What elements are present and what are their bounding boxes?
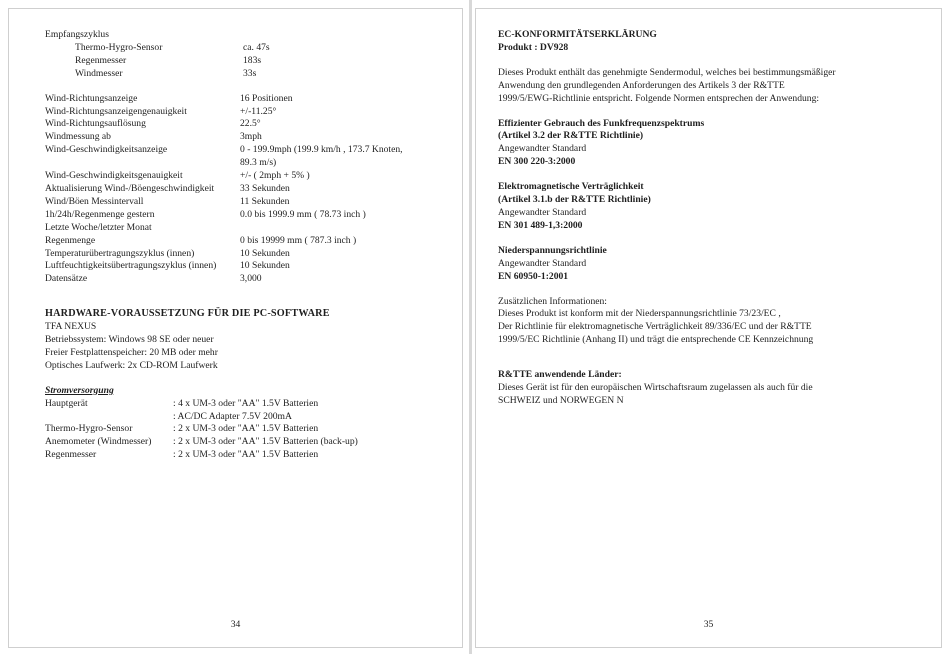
- spacer: [45, 81, 455, 93]
- row-label: Thermo-Hygro-Sensor: [75, 41, 163, 53]
- row-label: Thermo-Hygro-Sensor: [45, 423, 133, 435]
- left-page-content: [45, 29, 455, 462]
- spacer: [45, 373, 455, 385]
- row-label: Wind-Richtungsanzeige: [45, 92, 138, 104]
- table-row: [45, 68, 455, 81]
- row-label: Wind-Richtungsauflösung: [45, 118, 146, 130]
- row-value: : 2 x UM-3 oder "AA" 1.5V Batterien: [173, 423, 319, 435]
- table-row: [45, 260, 455, 273]
- left-page: [8, 8, 463, 648]
- additional-line: Zusätzlichen Informationen:: [498, 295, 607, 307]
- row-value: 89.3 m/s): [240, 157, 277, 169]
- row-label: Windmesser: [75, 67, 123, 79]
- power-heading: Stromversorgung: [45, 384, 114, 396]
- table-row: [45, 42, 455, 55]
- row-label: Regenmenge: [45, 234, 96, 246]
- table-row: [45, 183, 455, 196]
- table-row: [45, 411, 455, 424]
- cycle-table: [45, 42, 455, 81]
- row-value: : 4 x UM-3 oder "AA" 1.5V Batterien: [173, 397, 319, 409]
- row-label: Temperaturübertragungszyklus (innen): [45, 247, 195, 259]
- row-value: 3,000: [240, 273, 262, 285]
- countries-line: SCHWEIZ und NORWEGEN N: [498, 394, 624, 406]
- row-label: Wind-Richtungsanzeigengenauigkeit: [45, 105, 187, 117]
- row-value: +/-11.25°: [240, 105, 277, 117]
- row-value: 33 Sekunden: [240, 182, 290, 194]
- page-number: 35: [703, 619, 714, 630]
- row-label: Anemometer (Windmesser): [45, 436, 152, 448]
- row-value: 33s: [243, 67, 257, 79]
- row-label: Regenmesser: [45, 449, 97, 461]
- table-row: [45, 423, 455, 436]
- spacer: [498, 347, 918, 369]
- emc-standard: EN 301 489-1,3:2000: [498, 219, 583, 231]
- emc-title: Elektromagnetische Verträglichkeit: [498, 181, 644, 193]
- table-row: [45, 196, 455, 209]
- row-value: 0 - 199.9mph (199.9 km/h , 173.7 Knoten,: [240, 144, 403, 156]
- table-row: [45, 93, 455, 106]
- page-number: 34: [230, 619, 241, 630]
- table-row: [45, 157, 455, 170]
- additional-line: 1999/5/EC Richtlinie (Anhang II) und trägt die entsprechende CE Kennzeichnung: [498, 334, 814, 346]
- row-label: Wind-Geschwindigkeitsgenauigkeit: [45, 170, 183, 182]
- row-value: [240, 222, 455, 235]
- table-row: [45, 248, 455, 261]
- row-value: 183s: [243, 54, 262, 66]
- row-label: Luftfeuchtigkeitsübertragungszyklus (innen): [45, 260, 217, 272]
- row-value: 11 Sekunden: [240, 195, 290, 207]
- table-row: [45, 144, 455, 157]
- spectrum-applied: Angewandter Standard: [498, 143, 587, 155]
- row-value: ca. 47s: [243, 41, 270, 53]
- countries-title: R&TTE anwendende Länder:: [498, 369, 622, 381]
- row-label: Letzte Woche/letzter Monat: [45, 221, 152, 233]
- spectrum-title: Effizienter Gebrauch des Funkfrequenzspektrums: [498, 117, 705, 129]
- row-label: Datensätze: [45, 273, 88, 285]
- intro-line: 1999/5/EWG-Richtlinie entspricht. Folgende Normen entsprechen der Anwendung:: [498, 92, 820, 104]
- hardware-line: Freier Festplattenspeicher: 20 MB oder mehr: [45, 346, 218, 358]
- spacer: [498, 106, 918, 118]
- cycle-heading: Empfangszyklus: [45, 29, 109, 40]
- wind-spec-table: [45, 93, 455, 287]
- countries-line: Dieses Gerät ist für den europäischen Wirtschaftsraum zugelassen als auch für die: [498, 382, 813, 394]
- spectrum-article: (Artikel 3.2 der R&TTE Richtlinie): [498, 130, 644, 142]
- row-value: 10 Sekunden: [240, 260, 290, 272]
- emc-article: (Artikel 3.1.b der R&TTE Richtlinie): [498, 194, 651, 206]
- ec-heading: EC-KONFORMITÄTSERKLÄRUNG: [498, 29, 657, 40]
- row-value: : 2 x UM-3 oder "AA" 1.5V Batterien: [173, 449, 319, 461]
- table-row: [45, 398, 455, 411]
- spacer: [45, 286, 455, 308]
- lv-applied: Angewandter Standard: [498, 257, 587, 269]
- table-row: [45, 209, 455, 222]
- spacer: [498, 55, 918, 67]
- spacer: [498, 169, 918, 181]
- row-value: 10 Sekunden: [240, 247, 290, 259]
- product-line: Produkt : DV928: [498, 41, 569, 53]
- row-label: Hauptgerät: [45, 397, 88, 409]
- spectrum-standard: EN 300 220-3:2000: [498, 156, 576, 168]
- hardware-line: Optisches Laufwerk: 2x CD-ROM Laufwerk: [45, 359, 218, 371]
- book-gutter: [469, 0, 472, 654]
- table-row: [45, 273, 455, 286]
- intro-line: Dieses Produkt enthält das genehmigte Sendermodul, welches bei bestimmungsmäßiger: [498, 66, 836, 78]
- row-label: Aktualisierung Wind-/Böengeschwindigkeit: [45, 182, 215, 194]
- row-label: [45, 411, 173, 424]
- table-row: [45, 235, 455, 248]
- table-row: [45, 449, 455, 462]
- intro-line: Anwendung den grundlegenden Anforderungen des Artikels 3 der R&TTE: [498, 79, 785, 91]
- row-value: +/- ( 2mph + 5% ): [240, 170, 310, 182]
- spacer: [498, 284, 918, 296]
- table-row: [45, 170, 455, 183]
- spacer: [498, 233, 918, 245]
- table-row: [45, 55, 455, 68]
- table-row: [45, 118, 455, 131]
- table-row: [45, 436, 455, 449]
- table-row: [45, 106, 455, 119]
- hardware-line: TFA NEXUS: [45, 321, 97, 333]
- row-value: : 2 x UM-3 oder "AA" 1.5V Batterien (back-up): [173, 436, 358, 448]
- row-value: 0.0 bis 1999.9 mm ( 78.73 inch ): [240, 208, 366, 220]
- row-label: Wind/Böen Messintervall: [45, 195, 144, 207]
- right-page: [475, 8, 942, 648]
- row-label: 1h/24h/Regenmenge gestern: [45, 208, 155, 220]
- hardware-heading: HARDWARE-VORAUSSETZUNG FÜR DIE PC-SOFTWARE: [45, 308, 330, 320]
- row-value: : AC/DC Adapter 7.5V 200mA: [173, 410, 292, 422]
- row-value: 16 Positionen: [240, 92, 293, 104]
- row-label: Windmessung ab: [45, 131, 111, 143]
- table-row: [45, 222, 455, 235]
- lv-title: Niederspannungsrichtlinie: [498, 244, 607, 256]
- row-value: 22.5°: [240, 118, 261, 130]
- row-value: 0 bis 19999 mm ( 787.3 inch ): [240, 234, 357, 246]
- row-value: 3mph: [240, 131, 262, 143]
- table-row: [45, 131, 455, 144]
- lv-standard: EN 60950-1:2001: [498, 270, 569, 282]
- right-page-content: [498, 29, 918, 408]
- hardware-line: Betriebssystem: Windows 98 SE oder neuer: [45, 334, 214, 346]
- additional-line: Dieses Produkt ist konform mit der Niederspannungsrichtlinie 73/23/EC ,: [498, 308, 781, 320]
- power-table: [45, 398, 455, 463]
- row-label: Wind-Geschwindigkeitsanzeige: [45, 144, 168, 156]
- emc-applied: Angewandter Standard: [498, 206, 587, 218]
- additional-line: Der Richtlinie für elektromagnetische Verträglichkeit 89/336/EC und der R&TTE: [498, 321, 812, 333]
- row-label: Regenmesser: [75, 54, 127, 66]
